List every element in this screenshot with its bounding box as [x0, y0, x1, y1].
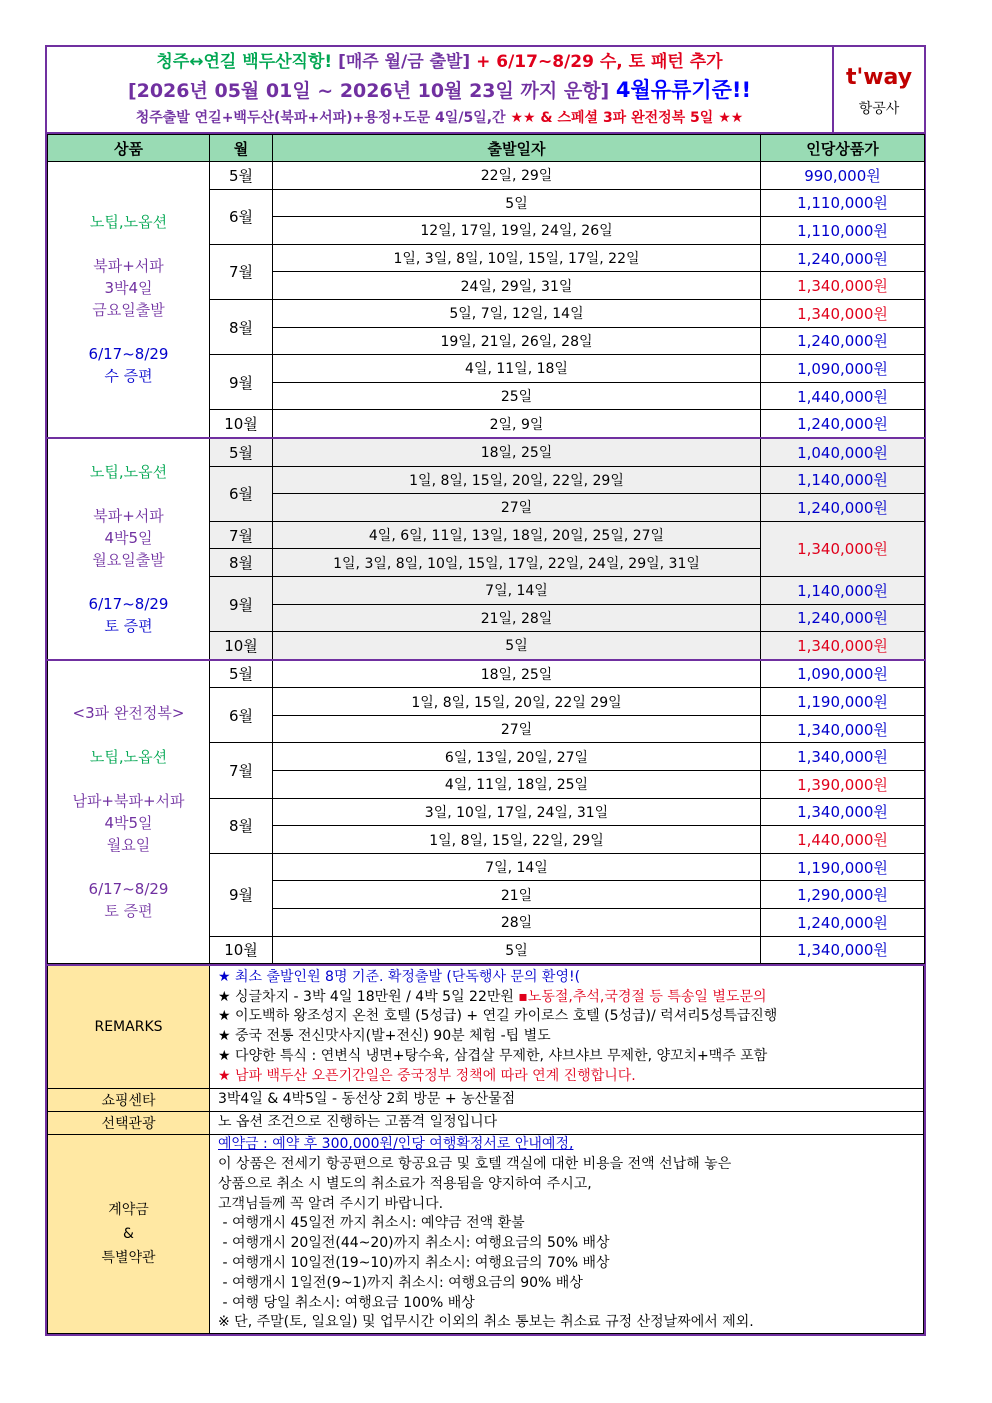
- terms-line: - 여행개시 45일전 까지 취소시: 예약금 전액 환불: [218, 1215, 525, 1232]
- price-cell: 1,340,000원: [761, 936, 925, 964]
- dates-cell: 5일: [273, 632, 761, 660]
- terms-line: 이 상품은 전세기 항공편으로 항공요금 및 호텔 객실에 대한 비용을 전액 선납해 놓은: [218, 1156, 732, 1173]
- month-cell: 5월: [210, 438, 273, 466]
- dates-cell: 4일, 6일, 11일, 13일, 18일, 20일, 25일, 27일: [273, 521, 761, 549]
- price-cell: 1,240,000원: [761, 244, 925, 272]
- dates-cell: 1일, 3일, 8일, 10일, 15일, 17일, 22일: [273, 244, 761, 272]
- price-cell: 1,110,000원: [761, 217, 925, 245]
- price-cell: 1,340,000원: [761, 798, 925, 826]
- product-line: 월요일: [106, 835, 151, 854]
- price-table: [47, 134, 925, 964]
- deposit-line: 예약금 : 예약 후 300,000원/인당 여행확정서로 안내예정,: [218, 1136, 574, 1153]
- product-line: 노팁,노옵션: [89, 462, 168, 481]
- price-cell: 1,340,000원: [761, 272, 925, 300]
- product-line: 6/17~8/29: [88, 345, 169, 364]
- dates-cell: 24일, 29일, 31일: [273, 272, 761, 300]
- table-header-row: [48, 135, 925, 162]
- remarks-row: [48, 965, 924, 1089]
- dates-cell: 5일: [273, 189, 761, 217]
- terms-content: [210, 1135, 924, 1334]
- tway-logo: t'way: [845, 65, 913, 90]
- month-cell: 8월: [210, 299, 273, 354]
- product-line: [48, 483, 209, 505]
- dates-cell: 3일, 10일, 17일, 24일, 31일: [273, 798, 761, 826]
- product-cell: [48, 660, 210, 964]
- terms-line: - 여행개시 20일전(44~20)까지 취소시: 여행요금의 50% 배상: [218, 1235, 610, 1252]
- month-cell: 7월: [210, 521, 273, 549]
- operation-period: [2026년 05월 01일 ~ 2026년 10월 23일 까지 운항]: [127, 80, 610, 102]
- dates-cell: 21일: [273, 881, 761, 909]
- product-line: 북파+서파: [93, 506, 164, 525]
- dates-cell: 6일, 13일, 20일, 27일: [273, 743, 761, 771]
- product-line: 6/17~8/29: [88, 594, 169, 613]
- options-label: 선택관광: [48, 1112, 210, 1135]
- dates-cell: 27일: [273, 494, 761, 522]
- options-row: [48, 1112, 924, 1135]
- price-cell: 1,240,000원: [761, 410, 925, 438]
- price-cell: 1,040,000원: [761, 438, 925, 466]
- remark-text: ★ 남파 백두산 오픈기간일은 중국정부 정책에 따라 연계 진행합니다.: [218, 1067, 636, 1084]
- price-cell: 1,190,000원: [761, 688, 925, 716]
- terms-line: - 여행개시 10일전(19~10)까지 취소시: 여행요금의 70% 배상: [218, 1255, 610, 1272]
- itinerary-summary: 청주출발 연길+백두산(북파+서파)+용정+도문 4일/5일,간: [135, 110, 506, 126]
- price-cell: 1,390,000원: [761, 771, 925, 799]
- remark-line: [218, 968, 923, 988]
- terms-label-line-3: 특별약관: [101, 1250, 156, 1267]
- month-cell: 8월: [210, 798, 273, 853]
- month-cell: 10월: [210, 936, 273, 964]
- month-cell: 7월: [210, 743, 273, 798]
- shopping-label: 쇼핑센타: [48, 1089, 210, 1112]
- price-cell: 1,340,000원: [761, 299, 925, 327]
- shopping-row: [48, 1089, 924, 1112]
- product-line: 남파+북파+서파: [72, 791, 185, 810]
- product-line: [48, 571, 209, 593]
- header-line-2: [47, 74, 832, 105]
- product-cell: [48, 162, 210, 438]
- dates-cell: 27일: [273, 715, 761, 743]
- terms-row: [48, 1135, 924, 1334]
- product-line: [48, 768, 209, 790]
- dates-cell: 28일: [273, 909, 761, 937]
- remark-line: [218, 1067, 923, 1087]
- dates-cell: 1일, 3일, 8일, 10일, 15일, 17일, 22일, 24일, 29일, 31일: [273, 549, 761, 577]
- product-line: 3박4일: [104, 279, 153, 298]
- col-header-price: 인당상품가: [761, 135, 925, 162]
- dates-cell: 7일, 14일: [273, 853, 761, 881]
- remarks-content: [210, 965, 924, 1089]
- col-header-month: 월: [210, 135, 273, 162]
- product-line: 6/17~8/29: [88, 879, 169, 898]
- price-cell: 1,240,000원: [761, 327, 925, 355]
- price-cell: 1,240,000원: [761, 494, 925, 522]
- dates-cell: 1일, 8일, 15일, 20일, 22일 29일: [273, 688, 761, 716]
- dates-cell: 22일, 29일: [273, 162, 761, 190]
- remark-line: [218, 1027, 923, 1047]
- month-cell: 8월: [210, 549, 273, 577]
- info-table: [47, 964, 924, 1334]
- product-line: 노팁,노옵션: [89, 213, 168, 232]
- product-line: [48, 233, 209, 255]
- month-cell: 5월: [210, 660, 273, 688]
- price-cell: 1,290,000원: [761, 881, 925, 909]
- dates-cell: 18일, 25일: [273, 438, 761, 466]
- product-line: 4박5일: [104, 813, 153, 832]
- price-cell: 1,090,000원: [761, 355, 925, 383]
- month-cell: 6월: [210, 189, 273, 244]
- header-title-block: [47, 47, 834, 132]
- product-line: 4박5일: [104, 528, 153, 547]
- month-cell: 5월: [210, 162, 273, 190]
- remark-text: ★ 이도백하 왕조성지 온천 호텔 (5성급) + 연길 카이로스 호텔 (5성급)/ 럭셔리5성특급진행: [218, 1008, 778, 1025]
- special-product: ★★ & 스페셜 3파 완전정복 5일 ★★: [510, 110, 744, 126]
- dates-cell: 19일, 21일, 26일, 28일: [273, 327, 761, 355]
- terms-line: - 여행 당일 취소시: 여행요금 100% 배상: [218, 1294, 475, 1311]
- added-pattern: + 6/17~8/29 수, 토 패턴 추가: [476, 52, 723, 72]
- col-header-product: 상품: [48, 135, 210, 162]
- month-cell: 6월: [210, 466, 273, 521]
- header: [47, 47, 924, 134]
- terms-line: 상품으로 취소 시 별도의 취소료가 적용됨을 양지하여 주시고,: [218, 1175, 592, 1192]
- price-cell: 1,340,000원: [761, 632, 925, 660]
- dates-cell: 7일, 14일: [273, 576, 761, 604]
- product-line: [48, 856, 209, 878]
- route-title: 청주↔연길 백두산직항!: [156, 52, 333, 72]
- month-cell: 9월: [210, 355, 273, 410]
- product-line: 월요일출발: [92, 550, 165, 569]
- remark-text: ★ 다양한 특식 : 연변식 냉면+탕수육, 삼겹살 무제한, 샤브샤브 무제한, 양꼬치+맥주 포함: [218, 1048, 768, 1065]
- dates-cell: 4일, 11일, 18일: [273, 355, 761, 383]
- remark-text: ★ 싱글차지 - 3박 4일 18만원 / 4박 5일 22만원: [218, 988, 519, 1005]
- remark-text: ★ 최소 출발인원 8명 기준. 확정출발 (단독행사 문의 환영!(: [218, 968, 581, 985]
- month-cell: 9월: [210, 853, 273, 936]
- airline-label: 항공사: [858, 101, 900, 117]
- month-cell: 6월: [210, 688, 273, 743]
- product-cell: [48, 438, 210, 660]
- terms-label-line-1: 계약금: [108, 1202, 149, 1219]
- dates-cell: 12일, 17일, 19일, 24일, 26일: [273, 217, 761, 245]
- price-cell: 1,190,000원: [761, 853, 925, 881]
- price-cell: 990,000원: [761, 162, 925, 190]
- price-cell: 1,340,000원: [761, 715, 925, 743]
- departure-days: [매주 월/금 출발]: [338, 52, 471, 72]
- product-line: 북파+서파: [93, 257, 164, 276]
- dates-cell: 21일, 28일: [273, 604, 761, 632]
- table-row: [48, 660, 925, 688]
- header-line-1: [47, 47, 832, 74]
- product-line: 토 증편: [104, 616, 153, 635]
- price-cell: 1,340,000원: [761, 521, 925, 576]
- dates-cell: 25일: [273, 382, 761, 410]
- price-cell: 1,240,000원: [761, 604, 925, 632]
- month-cell: 10월: [210, 632, 273, 660]
- document-frame: [45, 45, 926, 1336]
- product-line: [48, 724, 209, 746]
- remark-line: [218, 988, 923, 1008]
- table-row: [48, 438, 925, 466]
- table-row: [48, 162, 925, 190]
- remark-note: ▪노동절,추석,국경절 등 특송일 별도문의: [518, 988, 767, 1005]
- month-cell: 10월: [210, 410, 273, 438]
- price-table-body: [48, 162, 925, 964]
- month-cell: 9월: [210, 576, 273, 631]
- product-line: [48, 321, 209, 343]
- price-cell: 1,340,000원: [761, 743, 925, 771]
- product-line: 수 증편: [104, 367, 153, 386]
- remark-line: [218, 1047, 923, 1067]
- terms-line: 고객님들께 꼭 알려 주시기 바랍니다.: [218, 1195, 444, 1212]
- dates-cell: 1일, 8일, 15일, 20일, 22일, 29일: [273, 466, 761, 494]
- price-cell: 1,110,000원: [761, 189, 925, 217]
- dates-cell: 5일: [273, 936, 761, 964]
- header-line-3: [47, 105, 832, 132]
- price-cell: 1,090,000원: [761, 660, 925, 688]
- product-line: <3파 완전정복>: [72, 703, 185, 722]
- fuel-basis: 4월유류기준!!: [615, 78, 752, 102]
- terms-label-line-2: &: [123, 1226, 134, 1243]
- remark-line: [218, 1007, 923, 1027]
- terms-line: - 여행개시 1일전(9~1)까지 취소시: 여행요금의 90% 배상: [218, 1274, 583, 1291]
- month-cell: 7월: [210, 244, 273, 299]
- dates-cell: 18일, 25일: [273, 660, 761, 688]
- remarks-label: REMARKS: [48, 965, 210, 1089]
- dates-cell: 1일, 8일, 15일, 22일, 29일: [273, 826, 761, 854]
- product-line: 노팁,노옵션: [89, 747, 168, 766]
- product-line: 금요일출발: [92, 301, 165, 320]
- price-cell: 1,140,000원: [761, 466, 925, 494]
- product-line: 토 증편: [104, 901, 153, 920]
- col-header-dates: 출발일자: [273, 135, 761, 162]
- airline-logo-block: [834, 47, 924, 132]
- dates-cell: 2일, 9일: [273, 410, 761, 438]
- price-cell: 1,440,000원: [761, 382, 925, 410]
- terms-line: ※ 단, 주말(토, 일요일) 및 업무시간 이외의 취소 통보는 취소료 규정 산정날짜에서 제외.: [218, 1314, 754, 1331]
- price-cell: 1,440,000원: [761, 826, 925, 854]
- shopping-text: 3박4일 & 4박5일 - 동선상 2회 방문 + 농산물점: [210, 1089, 924, 1112]
- remark-text: ★ 중국 전통 전신맛사지(발+전신) 90분 체험 -팁 별도: [218, 1028, 551, 1045]
- options-text: 노 옵션 조건으로 진행하는 고품격 일정입니다: [210, 1112, 924, 1135]
- price-cell: 1,140,000원: [761, 576, 925, 604]
- terms-label: [48, 1135, 210, 1334]
- dates-cell: 4일, 11일, 18일, 25일: [273, 771, 761, 799]
- price-cell: 1,240,000원: [761, 909, 925, 937]
- dates-cell: 5일, 7일, 12일, 14일: [273, 299, 761, 327]
